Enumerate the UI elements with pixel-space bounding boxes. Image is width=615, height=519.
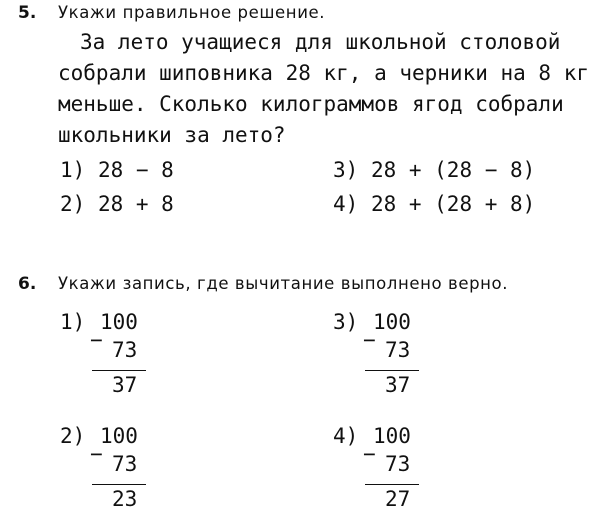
q6-heading: Укажи запись, где вычитание выполнено верно. <box>58 274 509 293</box>
q6-option-2-subtrahend: 73 <box>112 452 138 476</box>
q5-problem-line-1: За лето учащиеся для школьной столовой <box>80 30 561 54</box>
q5-problem-line-2: собрали шиповника 28 кг, а черники на 8 кг <box>58 61 590 85</box>
q6-option-3-minuend: 100 <box>373 310 411 334</box>
q5-option-2-text: 28 + 8 <box>97 192 174 216</box>
q6-option-3-subtrahend: 73 <box>385 338 411 362</box>
q5-option-4-label: 4) <box>333 192 359 216</box>
q5-problem-line-3: меньше. Сколько килограммов ягод собрали <box>58 92 564 116</box>
q6-option-4[interactable] <box>333 424 433 519</box>
q6-option-2-label: 2) <box>60 424 86 448</box>
q6-option-1-result-line <box>92 370 146 371</box>
q6-option-1[interactable] <box>60 310 160 405</box>
q5-problem-line-4: школьники за лето? <box>58 123 286 147</box>
q6-number: 6. <box>18 274 37 294</box>
q6-option-4-subtrahend: 73 <box>385 452 411 476</box>
q6-option-1-minuend: 100 <box>100 310 138 334</box>
q5-option-3[interactable] <box>333 158 535 182</box>
q6-option-1-minus-sign: − <box>90 328 103 352</box>
q6-option-4-minuend: 100 <box>373 424 411 448</box>
q6-option-3-result-line <box>365 370 419 371</box>
q6-option-1-label: 1) <box>60 310 86 334</box>
q5-option-1[interactable] <box>60 158 174 182</box>
q6-option-2-minus-sign: − <box>90 442 103 466</box>
q6-option-2-result: 23 <box>112 487 138 511</box>
q6-option-4-result-line <box>365 484 419 485</box>
q5-option-3-text: 28 + (28 − 8) <box>370 158 536 182</box>
q6-option-1-result: 37 <box>112 373 138 397</box>
q5-number: 5. <box>18 3 37 23</box>
q6-option-1-subtrahend: 73 <box>112 338 138 362</box>
q6-option-3-minus-sign: − <box>363 328 376 352</box>
q5-option-3-label: 3) <box>333 158 359 182</box>
q6-option-4-minus-sign: − <box>363 442 376 466</box>
q6-option-4-label: 4) <box>333 424 359 448</box>
q6-option-3-result: 37 <box>385 373 411 397</box>
q5-heading: Укажи правильное решение. <box>58 3 326 22</box>
q6-option-2-minuend: 100 <box>100 424 138 448</box>
q6-option-2[interactable] <box>60 424 160 519</box>
q6-option-2-result-line <box>92 484 146 485</box>
q6-option-3[interactable] <box>333 310 433 405</box>
q5-option-2[interactable] <box>60 192 174 216</box>
q6-option-3-label: 3) <box>333 310 359 334</box>
q6-option-4-result: 27 <box>385 487 411 511</box>
q5-option-1-label: 1) <box>60 158 86 182</box>
q5-option-4-text: 28 + (28 + 8) <box>370 192 536 216</box>
q5-option-4[interactable] <box>333 192 535 216</box>
q5-option-1-text: 28 − 8 <box>97 158 174 182</box>
q5-option-2-label: 2) <box>60 192 86 216</box>
